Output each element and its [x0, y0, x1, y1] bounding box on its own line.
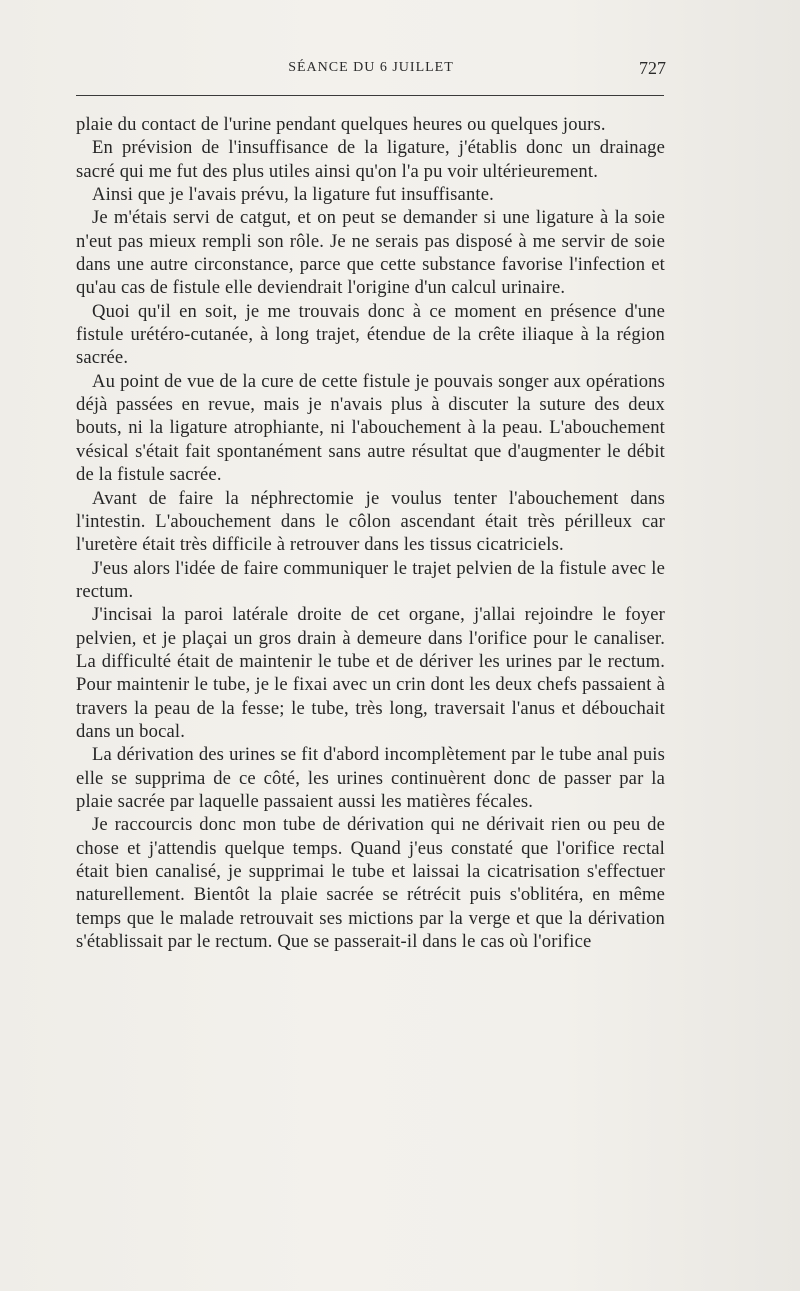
header-rule [76, 95, 664, 96]
paragraph: J'eus alors l'idée de faire communiquer le trajet pelvien de la fistule avec le rectum. [76, 557, 665, 602]
paragraph: La dérivation des urines se fit d'abord incomplètement par le tube anal puis elle se supprima de ce côté, les urines continuèrent donc de passer par la plaie sacrée par laquelle passaient aussi les matières fécales. [76, 744, 665, 812]
paragraph: En prévision de l'insuffisance de la ligature, j'établis donc un drainage sacré qui me fut des plus utiles ainsi qu'on l'a pu voir ultérieurement. [76, 137, 665, 182]
page-header [76, 58, 666, 86]
paragraph: Quoi qu'il en soit, je me trouvais donc à ce moment en présence d'une fistule urétéro-cutanée, à long trajet, étendue de la crête iliaque à la région sacrée. [76, 300, 665, 369]
body-text [76, 113, 665, 953]
running-title: SÉANCE DU 6 JUILLET [288, 60, 454, 75]
paragraph: Au point de vue de la cure de cette fistule je pouvais songer aux opérations déjà passées en revue, mais je n'avais plus à discuter la suture des deux bouts, ni la ligature atrophiante, ni l'abouchement à la peau. L'abouchement vésical s'était fait spontanément sans autre résultat que d'augmenter le débit de la fistule sacrée. [76, 370, 665, 486]
paragraph: Ainsi que je l'avais prévu, la ligature fut insuffisante. [92, 184, 494, 206]
page-number: 727 [639, 58, 666, 78]
paragraph: J'incisai la paroi latérale droite de cet organe, j'allai rejoindre le foyer pelvien, et je plaçai un gros drain à demeure dans l'orifice pour le canaliser. La difficulté était de maintenir le tube et de dériver les urines par le rectum. Pour maintenir le tube, je le fixai avec un crin dont les deux chefs passaient à travers la peau de la fesse; le tube, très long, traversait l'anus et débouchait dans un bocal. [76, 604, 665, 742]
paragraph: Je m'étais servi de catgut, et on peut se demander si une ligature à la soie n'eut pas mieux rempli son rôle. Je ne serais pas disposé à me servir de soie dans une autre circonstance, parce que cette substance favorise l'infection et qu'au cas de fistule elle deviendrait l'origine d'un calcul urinaire. [76, 207, 665, 299]
paragraph: plaie du contact de l'urine pendant quelques heures ou quelques jours. [76, 114, 606, 135]
paragraph: Je raccourcis donc mon tube de dérivation qui ne dérivait rien ou peu de chose et j'attendis quelque temps. Quand j'eus constaté que l'orifice rectal était bien canalisé, je supprimai le tube et laissai la cicatrisation s'effectuer naturellement. Bientôt la plaie sacrée se rétrécit puis s'oblitéra, en même temps que le malade retrouvait ses mictions par la verge et que la dérivation s'établissait par le rectum. Que se passerait-il dans le cas où l'orifice [76, 814, 665, 953]
paragraph: Avant de faire la néphrectomie je voulus tenter l'abouchement dans l'intestin. L'abouchement dans le côlon ascendant était très périlleux car l'uretère était très difficile à retrouver dans les tissus cicatriciels. [76, 487, 665, 556]
